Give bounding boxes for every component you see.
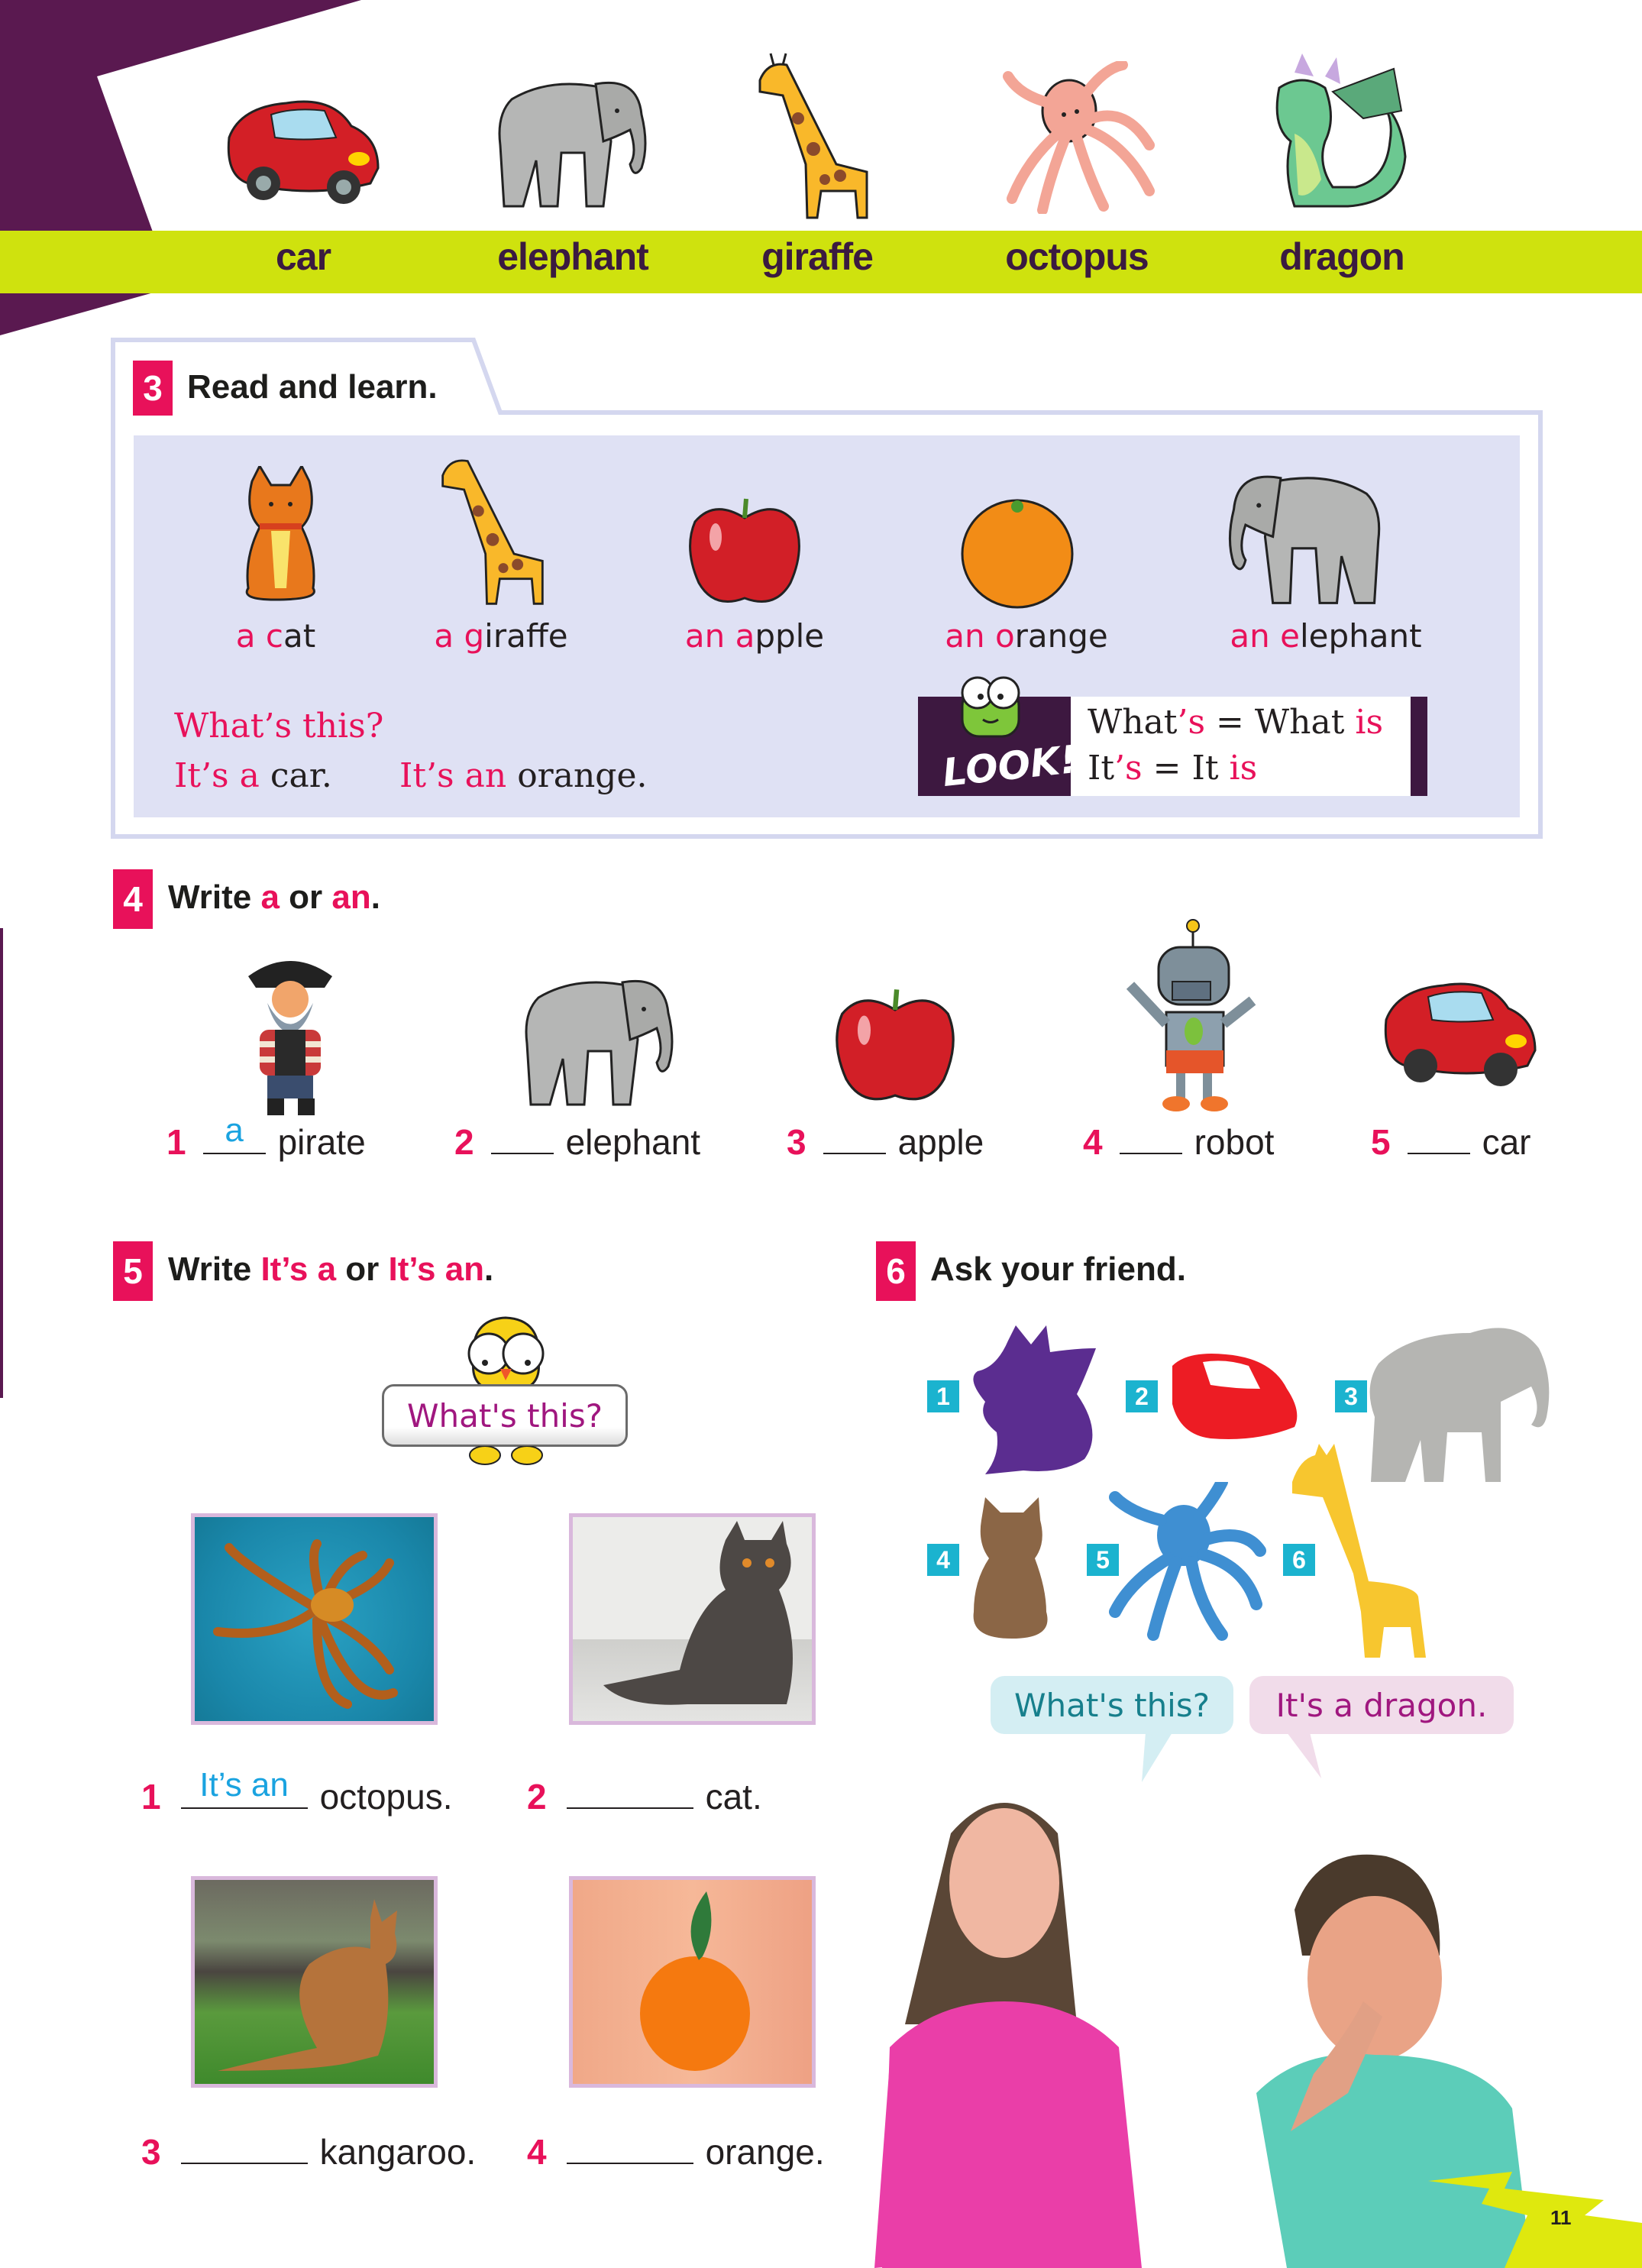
ex4-item-4: 4 robot xyxy=(1083,1122,1275,1162)
car-silhouette-icon xyxy=(1165,1343,1302,1446)
speech-bubble-answer: It's a dragon. xyxy=(1249,1676,1514,1734)
ex5-item-2: 2 cat. xyxy=(527,1777,762,1817)
exercise-6-title: Ask your friend. xyxy=(930,1250,1186,1288)
apple-icon xyxy=(826,985,964,1108)
learn-label-cat: a cat xyxy=(235,617,316,655)
look-line-whats: What’s = What is xyxy=(1088,703,1384,742)
exercise-5-title: Write It’s a or It’s an. xyxy=(168,1250,494,1288)
speech-bubble-question: What's this? xyxy=(991,1676,1233,1734)
kangaroo-photo xyxy=(191,1876,438,2088)
cat-photo-subject xyxy=(573,1517,812,1721)
bug-mascot-icon xyxy=(956,674,1025,739)
page-number-badge xyxy=(1428,2169,1642,2268)
orange-icon xyxy=(958,495,1077,610)
ex5-item-3: 3 kangaroo. xyxy=(141,2132,477,2172)
robot-icon xyxy=(1111,917,1275,1115)
ex4-item-3: 3 apple xyxy=(787,1122,984,1162)
page-number: 11 xyxy=(1550,2206,1572,2229)
octopus-icon xyxy=(997,61,1165,214)
ex4-item-2: 2 elephant xyxy=(454,1122,701,1162)
learn-label-orange: an orange xyxy=(945,617,1108,655)
dragon-icon xyxy=(1249,50,1417,218)
ex5-blank-4[interactable] xyxy=(567,2134,693,2164)
elephant-icon xyxy=(516,966,687,1113)
orange-photo xyxy=(569,1876,816,2088)
ex4-item-5: 5 car xyxy=(1371,1122,1531,1162)
exercise-4-number: 4 xyxy=(113,869,153,929)
giraffe-icon xyxy=(435,447,550,607)
example-answer-an: It’s an orange. xyxy=(399,756,648,795)
exercise-5-number: 5 xyxy=(113,1241,153,1301)
example-answer-a: It’s a car. xyxy=(174,756,332,795)
cat-photo xyxy=(569,1513,816,1725)
owl-sign-whats-this: What's this? xyxy=(382,1384,628,1447)
silhouette-number-2: 2 xyxy=(1126,1380,1158,1412)
exercise-6-number: 6 xyxy=(876,1241,916,1301)
owl-feet-icon xyxy=(462,1446,550,1467)
vocab-word-giraffe: giraffe xyxy=(761,235,873,278)
giraffe-silhouette-icon xyxy=(1285,1444,1437,1658)
elephant-icon xyxy=(489,69,661,214)
car-icon xyxy=(218,84,386,210)
exercise-3-number: 3 xyxy=(133,361,173,416)
vocab-word-dragon: dragon xyxy=(1279,235,1404,278)
look-box xyxy=(918,697,1441,796)
octopus-photo-subject xyxy=(195,1517,434,1721)
ex4-blank-1[interactable]: a xyxy=(203,1124,266,1154)
cat-silhouette-icon xyxy=(970,1497,1054,1642)
example-question: What’s this? xyxy=(174,707,384,746)
learn-label-giraffe: a giraffe xyxy=(434,617,568,655)
octopus-silhouette-icon xyxy=(1107,1482,1268,1642)
ex4-blank-4[interactable] xyxy=(1120,1124,1182,1154)
vocab-word-car: car xyxy=(275,235,331,278)
car-icon xyxy=(1375,966,1543,1092)
silhouette-number-1: 1 xyxy=(927,1380,959,1412)
ex5-blank-2[interactable] xyxy=(567,1778,693,1809)
cat-icon xyxy=(229,466,332,607)
dragon-silhouette-icon xyxy=(962,1325,1107,1478)
vocab-word-elephant: elephant xyxy=(497,235,648,278)
ex4-blank-2[interactable] xyxy=(491,1124,554,1154)
elephant-icon xyxy=(1214,462,1390,611)
ex4-blank-5[interactable] xyxy=(1408,1124,1470,1154)
silhouette-number-6: 6 xyxy=(1283,1544,1315,1576)
left-edge-rule xyxy=(0,928,3,1398)
silhouette-number-5: 5 xyxy=(1087,1544,1119,1576)
silhouette-number-4: 4 xyxy=(927,1544,959,1576)
orange-photo-subject xyxy=(573,1880,812,2084)
learn-label-elephant: an elephant xyxy=(1230,617,1422,655)
apple-icon xyxy=(684,495,806,610)
kangaroo-photo-subject xyxy=(195,1880,434,2084)
silhouette-number-3: 3 xyxy=(1335,1380,1367,1412)
ex4-item-1: 1 a pirate xyxy=(166,1111,366,1162)
look-label: LOOK! xyxy=(940,736,1080,796)
ex5-blank-1[interactable]: It’s an xyxy=(181,1778,308,1809)
look-line-its: It’s = It is xyxy=(1088,749,1258,788)
ex5-item-4: 4 orange. xyxy=(527,2132,825,2172)
octopus-photo xyxy=(191,1513,438,1725)
pirate-icon xyxy=(233,946,351,1118)
learn-label-apple: an apple xyxy=(684,617,825,655)
bubble-tail-answer xyxy=(1287,1733,1325,1778)
ex5-item-1: 1 It’s an octopus. xyxy=(141,1766,453,1817)
exercise-3-title: Read and learn. xyxy=(187,368,438,406)
exercise-4-title: Write a or an. xyxy=(168,878,380,916)
vocab-word-octopus: octopus xyxy=(1005,235,1149,278)
ex5-blank-3[interactable] xyxy=(181,2134,308,2164)
giraffe-icon xyxy=(752,50,874,222)
ex4-blank-3[interactable] xyxy=(823,1124,886,1154)
